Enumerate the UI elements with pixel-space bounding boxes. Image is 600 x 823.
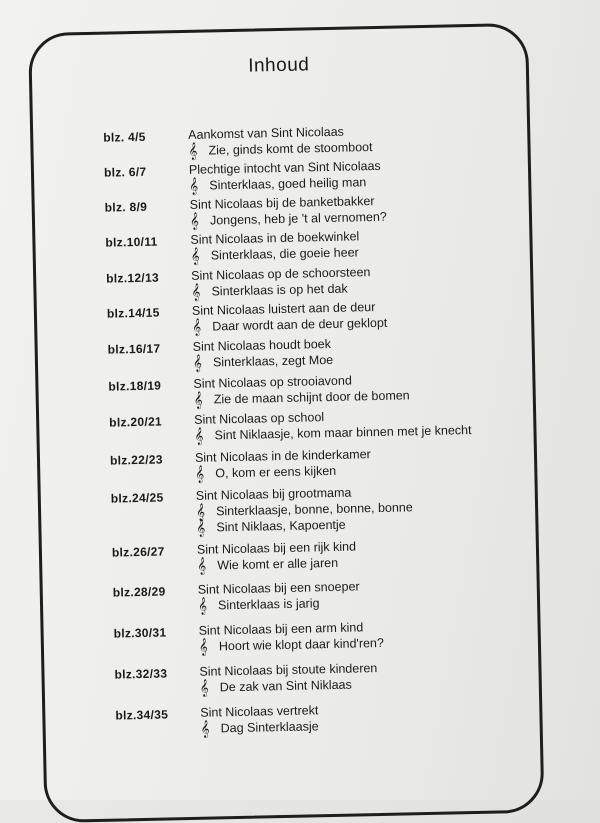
treble-clef-icon: 𝄞	[191, 282, 201, 301]
page-range: blz.30/31	[113, 625, 167, 641]
entry-text	[196, 481, 552, 535]
treble-clef-icon: 𝄞	[190, 246, 200, 265]
chapter-title: Sint Nicolaas bij de banketbakker	[189, 194, 375, 212]
treble-clef-icon: 𝄞	[200, 719, 210, 738]
contents-entry	[110, 443, 551, 483]
entry-text	[193, 333, 549, 371]
entry-text	[190, 225, 546, 263]
chapter-title: Sint Nicolaas op strooiavond	[193, 373, 352, 391]
chapter-title: Sint Nicolaas bij een snoeper	[197, 579, 360, 597]
contents-entry	[108, 369, 549, 409]
song-title: Sint Niklaasje, kom maar binnen met je knecht	[214, 423, 472, 443]
contents-entry	[107, 297, 548, 337]
entry-text	[195, 443, 551, 481]
chapter-title: Sint Nicolaas in de boekwinkel	[190, 229, 360, 247]
entry-text	[189, 155, 545, 193]
chapter-title: Sint Nicolaas bij een arm kind	[198, 619, 364, 638]
entry-text	[198, 616, 554, 654]
contents-entry	[106, 261, 547, 301]
contents-entry	[113, 576, 554, 616]
song-title: De zak van Sint Niklaas	[219, 677, 352, 694]
song-title: Sint Niklaas, Kapoentje	[216, 517, 346, 535]
chapter-title: Plechtige intocht van Sint Nicolaas	[188, 158, 381, 177]
song-title: Sinterklaas is jarig	[217, 596, 320, 613]
contents-entry	[115, 698, 556, 738]
entry-text	[199, 657, 555, 695]
page-range: blz.10/11	[105, 234, 158, 250]
contents-entry	[111, 481, 552, 537]
entry-text	[198, 576, 554, 614]
treble-clef-icon: 𝄞	[188, 141, 198, 160]
treble-clef-icon: 𝄞	[193, 390, 203, 409]
page-range: blz. 6/7	[103, 164, 147, 180]
page-range: blz.28/29	[112, 584, 166, 600]
contents-entry	[104, 155, 545, 195]
treble-clef-icon: 𝄞	[194, 427, 204, 446]
treble-clef-icon: 𝄞	[198, 637, 208, 656]
page-range: blz. 8/9	[104, 199, 148, 215]
entry-text	[194, 406, 550, 444]
chapter-title: Sint Nicolaas in de kinderkamer	[194, 446, 371, 465]
song-title: Dag Sinterklaasje	[220, 719, 319, 736]
contents-entry	[105, 225, 546, 265]
song-title: Zie, ginds komt de stoomboot	[208, 140, 373, 158]
page-range: blz.22/23	[109, 452, 163, 468]
page-range: blz.20/21	[109, 414, 163, 430]
song-title: Sinterklaas is op het dak	[211, 281, 348, 299]
treble-clef-icon: 𝄞	[197, 596, 208, 615]
contents-entry	[105, 190, 546, 230]
treble-clef-icon: 𝄞	[197, 556, 207, 576]
page-range: blz.24/25	[110, 490, 164, 506]
page-range: blz.16/17	[107, 341, 161, 358]
page-range: blz. 4/5	[103, 129, 146, 145]
page-range: blz.26/27	[111, 544, 165, 560]
page-range: blz.12/13	[106, 270, 160, 286]
song-title: O, kom er eens kijken	[215, 463, 337, 481]
entry-text	[190, 190, 546, 228]
treble-clef-icon: 𝄞	[189, 176, 199, 195]
page-title: Inhoud	[248, 54, 310, 77]
treble-clef-icon: 𝄞	[192, 354, 203, 373]
entry-text	[192, 297, 548, 335]
treble-clef-icon: 𝄞	[196, 518, 206, 537]
song-title: Sinterklaas, die goeie heer	[210, 245, 359, 263]
treble-clef-icon: 𝄞	[195, 502, 206, 521]
entry-text	[197, 536, 553, 574]
chapter-title: Sint Nicolaas vertrekt	[200, 703, 319, 720]
song-title: Zie de maan schijnt door de bomen	[213, 387, 410, 406]
entry-text	[193, 369, 549, 407]
chapter-title: Aankomst van Sint Nicolaas	[188, 124, 344, 142]
treble-clef-icon: 𝄞	[192, 317, 202, 337]
chapter-title: Sint Nicolaas houdt boek	[192, 337, 332, 355]
contents-entry	[113, 616, 554, 656]
chapter-title: Sint Nicolaas op school	[194, 410, 325, 428]
contents-entry	[103, 120, 544, 160]
song-title: Hoort wie klopt daar kind'ren?	[218, 635, 385, 653]
song-title: Sinterklaas, goed heilig man	[209, 175, 367, 193]
song-title: Jongens, heb je 't al vernomen?	[209, 209, 387, 228]
contents-frame	[28, 23, 544, 823]
song-title: Sinterklaas, zegt Moe	[212, 353, 334, 370]
treble-clef-icon: 𝄞	[195, 464, 205, 483]
page-range: blz.34/35	[115, 707, 169, 723]
chapter-title: Sint Nicolaas luistert aan de deur	[191, 300, 376, 319]
contents-entry	[112, 536, 553, 576]
chapter-title: Sint Nicolaas bij grootmama	[195, 485, 352, 503]
page-range: blz.32/33	[114, 665, 168, 682]
contents-list	[103, 120, 556, 749]
treble-clef-icon: 𝄞	[199, 678, 209, 697]
page-range: blz.18/19	[108, 378, 162, 394]
song-title: Sinterklaasje, bonne, bonne, bonne	[215, 500, 413, 519]
chapter-title: Sint Nicolaas op de schoorsteen	[191, 264, 371, 283]
contents-entry	[114, 657, 555, 697]
treble-clef-icon: 𝄞	[189, 211, 200, 230]
entry-text	[188, 120, 544, 158]
entry-text	[200, 698, 556, 736]
chapter-title: Sint Nicolaas bij een rijk kind	[196, 539, 357, 558]
contents-entry	[109, 406, 550, 446]
song-title: Wie komt er alle jaren	[217, 556, 339, 573]
contents-entry	[108, 333, 549, 373]
page-range: blz.14/15	[106, 305, 160, 321]
chapter-title: Sint Nicolaas bij stoute kinderen	[199, 660, 378, 679]
entry-text	[191, 261, 547, 299]
song-title: Daar wordt aan de deur geklopt	[212, 315, 388, 334]
